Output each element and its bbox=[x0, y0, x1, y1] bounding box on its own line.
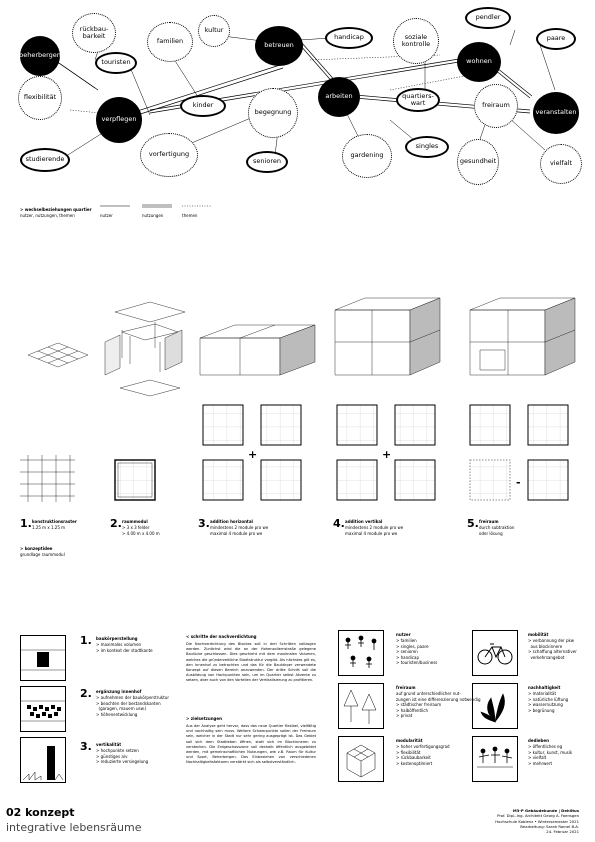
node-gesundheit: gesundheit bbox=[457, 139, 499, 185]
node-vielfalt: vielfalt bbox=[540, 144, 582, 184]
bauteil-number: 1. bbox=[80, 634, 92, 647]
topic-title: mobilität bbox=[528, 632, 549, 637]
bauteil-title: vertikalität bbox=[96, 742, 122, 747]
legend-subtext: nutzer, nutzungen, themen bbox=[20, 213, 75, 218]
bauteil-detail: > aufnehmen der baukörperstruktur bbox=[96, 695, 169, 700]
topic-detail: verkehrsangebot bbox=[528, 654, 565, 660]
text-paragraph-steps: Die Nachverdichtung des Blockes soll in drei Schritten vollzogen werden. Zunächst wird die an der Hohenzollernstraße gelegene Baulücke geschlossen. Dies geschieht mit dem maximalen Volumen, welches die gründerzeitliche Stadtstruktur vorgibt. Als nächstes gilt es, den Innenhof zu betrachten und das für die Baukörper verwendete Konzept auf diesen Bereich anzuwenden. Der dritte Schritt soll die Ausbildung von Hochpunkten sein, um im Quartier selbst Akzente zu setzen, aber auch von den Vorteilen der Vertikalisierung zu profitieren. bbox=[186, 642, 316, 683]
bauteil-detail: > höhenentwicklung bbox=[96, 711, 138, 717]
step-number: 5. bbox=[467, 517, 479, 530]
node-singles: singles bbox=[405, 136, 449, 158]
legend-item-nutzungen: nutzungen bbox=[142, 213, 164, 218]
topic-detail: > natürliche lüftung bbox=[528, 696, 569, 702]
topic-detail: > hoher vorfertigungsgrad bbox=[396, 744, 450, 749]
topic-detail: > verbannung der pkw bbox=[528, 638, 575, 643]
module-cube-icon bbox=[338, 736, 384, 782]
node-verpflegen: verpflegen bbox=[96, 97, 142, 143]
node-flexibilitaet: flexibilität bbox=[18, 76, 62, 120]
step-title: addition horizontal bbox=[210, 519, 253, 524]
node-pendler: pendler bbox=[465, 7, 511, 29]
step-title: konstruktionsraster bbox=[32, 519, 77, 524]
credits bbox=[495, 808, 579, 835]
axo-exploded-module bbox=[105, 302, 185, 396]
credit-line: Hochschule Koblenz • Wintersemester 2021 bbox=[495, 818, 579, 824]
text-heading-steps: < schritte der nachverdichtung bbox=[186, 634, 257, 639]
bauteil-detail: > beachten der bestandskanten bbox=[96, 700, 161, 706]
topic-title: nachhaltigkeit bbox=[528, 685, 561, 690]
bauteil-icon-3 bbox=[20, 737, 66, 783]
topic-detail: > städtischer freiraum bbox=[396, 702, 442, 707]
topic-detail: > senioren bbox=[396, 649, 418, 654]
topic-detail: > privat bbox=[396, 713, 413, 718]
credit-line: Bearbeitung: Sarah Romel B.A. bbox=[520, 823, 579, 829]
plus-sign-1: + bbox=[248, 448, 258, 461]
credit-line: M3-P Gebäudekunde | Dehlitus bbox=[512, 808, 579, 813]
bauteil-icon-2 bbox=[20, 686, 66, 732]
topic-title: dedieben bbox=[528, 738, 549, 743]
konzept-note-sub: grundlage raummodul bbox=[20, 552, 65, 557]
step-detail: maximal 4 module pro we bbox=[210, 530, 263, 536]
topic-title: nutzer bbox=[396, 632, 411, 637]
node-gardening: gardening bbox=[342, 134, 392, 178]
step-detail: > 3 x 3 felder bbox=[122, 525, 150, 530]
bauteil-detail: > günstiges a/v bbox=[96, 753, 128, 759]
node-betreuen: betreuen bbox=[255, 26, 303, 66]
bauteil-detail: > reduzierte versiegelung bbox=[96, 759, 149, 764]
bauteil-title: baukörperstellung bbox=[96, 636, 138, 641]
topic-detail: > touristen/business bbox=[396, 660, 438, 665]
topic-detail: > familien bbox=[396, 638, 417, 643]
topic-detail: auf grund unterschiedlicher nut- bbox=[396, 691, 461, 696]
node-kinder: kinder bbox=[180, 95, 226, 117]
node-veranstalten: veranstalten bbox=[533, 92, 579, 134]
topic-detail: > singles, paare bbox=[396, 643, 429, 649]
bauteil-detail: > im kontext der stadtkante bbox=[96, 647, 153, 653]
node-beherbergen: beherbergen bbox=[20, 36, 60, 76]
node-quartierswart: quartiers- wart bbox=[396, 88, 440, 112]
topic-detail: > kultur, kunst, musik bbox=[528, 749, 573, 755]
plus-sign-2: + bbox=[382, 448, 392, 461]
axonometric-sequence bbox=[0, 280, 595, 400]
bauteil-title: ergänzung innenhof bbox=[96, 689, 142, 694]
step-detail: oder lösung bbox=[479, 530, 503, 536]
topic-detail: > öffentliches eg bbox=[528, 744, 563, 749]
bicycle-icon bbox=[472, 630, 518, 676]
node-vorfertigung: vorfertigung bbox=[140, 133, 198, 177]
bauteil-detail: > maximales volumen bbox=[96, 642, 142, 647]
topic-detail: zungen ist eine differenzierung notwendig bbox=[396, 696, 481, 702]
legend-item-themen: themen bbox=[182, 213, 198, 218]
topic-detail: > wassernutzung bbox=[528, 702, 563, 707]
node-freiraum: freiraum bbox=[474, 84, 518, 128]
topic-detail: > flexibilität bbox=[396, 749, 421, 755]
bauteil-number: 2. bbox=[80, 687, 92, 700]
konzept-note-title: > konzeptidee bbox=[20, 546, 53, 551]
topic-detail: > mehrwert bbox=[528, 760, 553, 766]
text-paragraph-goals: Aus der Analyse geht hervor, dass das neue Quartier flexibel, vielfältig und nachhaltig sein muss. Weitere Schwerpunkte sollen der Freiraum sein, welcher in der Stadt nur sehr gering ausgeprägt ist. Das Gebiet soll sich dem Stadtleben öffnen, statt sich im Blockinneren zu verstecken. Die Erdgeschosszone soll deshalb öffentlich ausgebildet werden, mit gemeinschaftlichen Nutzungen, wie z.B. Raum für Kultur und Sport, Beherbergen. Das Einbeziehen von verschiedenen Nachhaltigkeitsfaktoren verstärkt sich als selbstverständlich. bbox=[186, 724, 316, 765]
axo-grid bbox=[28, 343, 88, 367]
topic-detail: > begrünung bbox=[528, 707, 555, 713]
credit-line: 24. Februar 2021 bbox=[546, 829, 579, 835]
bauteil-detail: > hochpunkte setzen bbox=[96, 748, 139, 753]
node-arbeiten: arbeiten bbox=[318, 77, 360, 117]
node-handicap: handicap bbox=[325, 27, 373, 49]
musicians-icon bbox=[472, 736, 518, 782]
trees-icon bbox=[338, 683, 384, 729]
node-rueckbau: rückbau- barkeit bbox=[72, 13, 116, 53]
node-paare: paare bbox=[536, 28, 576, 50]
text-heading-goals: > zielsetzungen bbox=[186, 716, 222, 721]
step-title: addition vertikal bbox=[345, 519, 383, 524]
node-kultur: kultur bbox=[198, 15, 230, 47]
step-number: 1. bbox=[20, 517, 32, 530]
bauteil-number: 3. bbox=[80, 740, 92, 753]
bauteil-detail: (garagen, mauern usw.) bbox=[96, 706, 147, 711]
legend-heading: > wechselbeziehungen quartier bbox=[20, 207, 92, 212]
legend-line-samples bbox=[100, 203, 240, 209]
plan-grid bbox=[20, 455, 75, 502]
step-title: freiraum bbox=[479, 519, 499, 524]
bauteil-icon-1 bbox=[20, 635, 66, 681]
topic-detail: > schaffung alternativer bbox=[528, 649, 577, 654]
leaf-icon bbox=[472, 683, 518, 729]
plan-module bbox=[115, 460, 155, 500]
minus-sign: - bbox=[516, 476, 521, 489]
topic-detail: > handicap bbox=[396, 654, 419, 660]
node-familien: familien bbox=[147, 22, 193, 62]
credit-line: Prof. Dipl.-Ing. Architekt Georg A. Faensgen bbox=[497, 813, 579, 819]
page-subtitle: integrative lebensräume bbox=[6, 821, 142, 834]
step-detail: 1.25 m x 1.25 m bbox=[32, 525, 66, 530]
node-studierende: studierende bbox=[20, 148, 70, 172]
axo-subtraction bbox=[470, 298, 575, 375]
node-senioren: senioren bbox=[246, 151, 288, 173]
topic-detail: > rückbaubarkeit bbox=[396, 755, 431, 760]
node-touristen: touristen bbox=[95, 52, 137, 74]
topic-detail: > materialität bbox=[528, 691, 557, 696]
plan-diagrams bbox=[0, 400, 595, 520]
topic-title: freiraum bbox=[396, 685, 416, 690]
step-detail: mindestens 2 module pro we bbox=[210, 525, 269, 530]
topic-detail: > halböffentlich bbox=[396, 707, 428, 713]
step-number: 4. bbox=[333, 517, 345, 530]
topic-detail: aus blockinnere bbox=[528, 643, 563, 649]
step-detail: > 4.00 m x 4.00 m bbox=[122, 530, 160, 536]
step-detail: durch subtraktion bbox=[479, 525, 515, 530]
legend-item-nutzer: nutzer bbox=[100, 213, 113, 218]
node-soziale: soziale kontrolle bbox=[393, 18, 439, 64]
step-title: raummodul bbox=[122, 519, 148, 524]
axo-horizontal-addition bbox=[200, 325, 315, 375]
topic-detail: > kostenoptimiert bbox=[396, 760, 433, 766]
topic-detail: > vielfalt bbox=[528, 755, 547, 760]
topic-title: modularität bbox=[396, 738, 423, 743]
step-number: 2. bbox=[110, 517, 122, 530]
step-number: 3. bbox=[198, 517, 210, 530]
step-detail: maximal 4 module pro we bbox=[345, 530, 398, 536]
node-begegnung: begegnung bbox=[248, 88, 298, 138]
people-icon bbox=[338, 630, 384, 676]
axo-vertical-addition bbox=[335, 298, 440, 375]
step-detail: mindestens 2 module pro we bbox=[345, 525, 404, 530]
page-title: 02 konzept bbox=[6, 806, 75, 819]
node-wohnen: wohnen bbox=[457, 42, 501, 82]
